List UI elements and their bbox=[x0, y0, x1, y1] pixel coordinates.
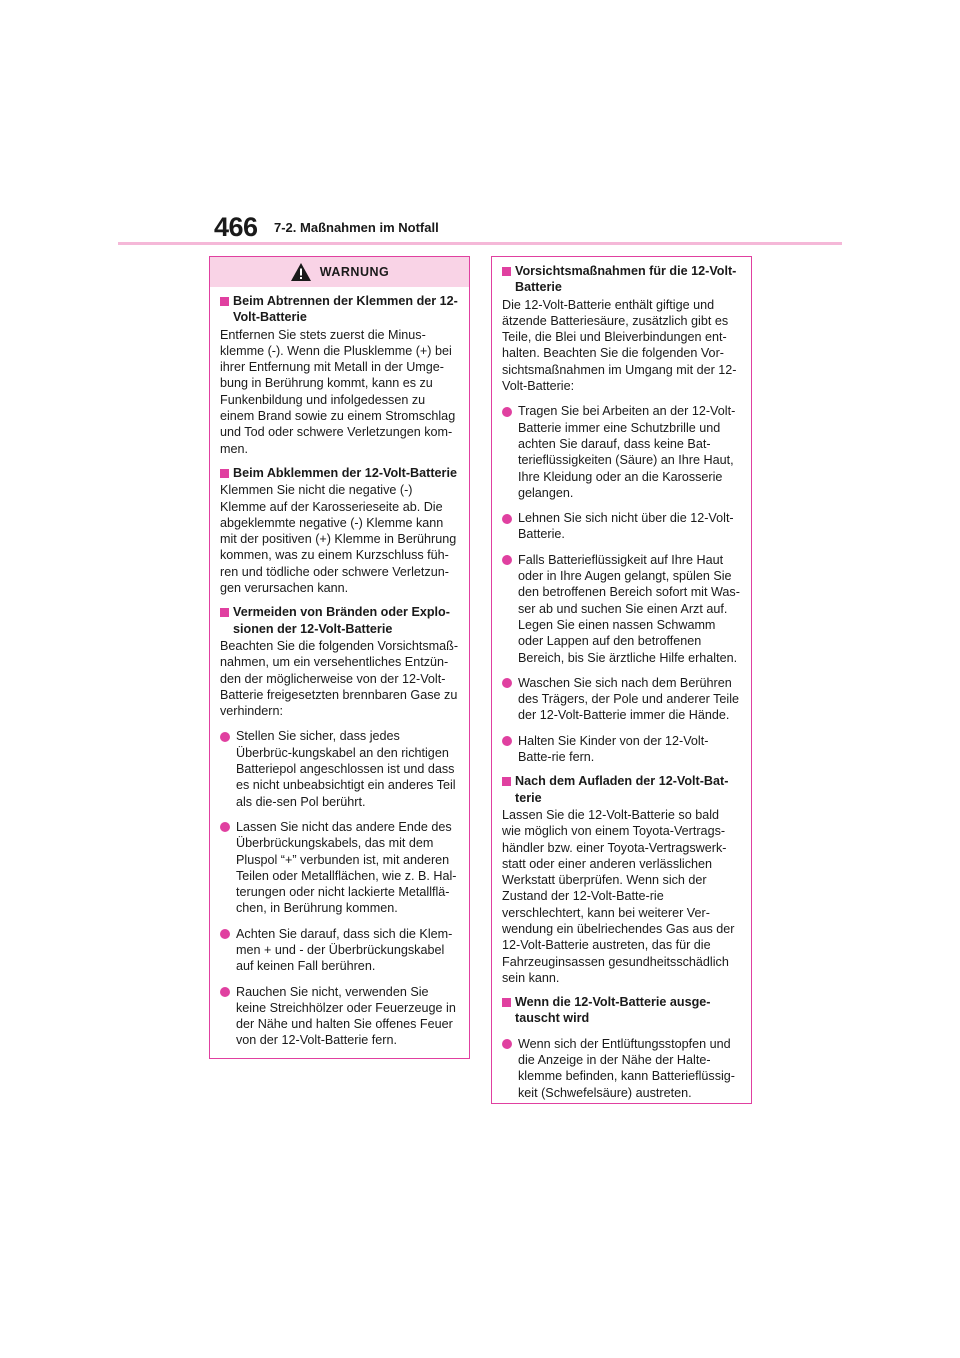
square-bullet-icon bbox=[220, 608, 229, 617]
round-bullet-icon bbox=[220, 929, 230, 939]
round-bullet-icon bbox=[502, 1039, 512, 1049]
page-number: 466 bbox=[214, 212, 258, 242]
heading-text: Vorsichtsmaßnahmen für die 12-Volt-Batterie bbox=[515, 264, 737, 295]
heading-text: Wenn die 12-Volt-Batterie ausge-tauscht wird bbox=[515, 995, 711, 1026]
square-bullet-icon bbox=[220, 297, 229, 306]
square-bullet-icon bbox=[502, 267, 511, 276]
paragraph: Beachten Sie die folgenden Vorsichtsmaß-nahmen, um ein versehentliches Entzün-den der möglicherweise von der 12-Volt-Batterie freigesetzten brennbaren Gase zu verhindern: bbox=[220, 638, 459, 719]
heading-text: Beim Abtrennen der Klemmen der 12-Volt-Batterie bbox=[233, 294, 458, 325]
bullet-text: Lehnen Sie sich nicht über die 12-Volt-Batterie. bbox=[518, 511, 734, 542]
bullet-text: Stellen Sie sicher, dass jedes Überbrüc-kungskabel an den richtigen Batteriepol angeschlossen ist und dass es nicht unbeabsichtigt ein anderes Teil als die-sen Pol berührt. bbox=[236, 729, 456, 809]
section-heading bbox=[502, 263, 741, 296]
bullet-item bbox=[502, 552, 741, 666]
square-bullet-icon bbox=[502, 777, 511, 786]
bullet-text: Lassen Sie nicht das andere Ende des Überbrückungskabels, das mit dem Pluspol “+” verbunden ist, mit anderen Teilen oder Metallflächen, wie z. B. Hal-terungen oder nicht lackierte Metallflä-chen, in Berührung kommen. bbox=[236, 819, 457, 916]
square-bullet-icon bbox=[220, 469, 229, 478]
paragraph: Die 12-Volt-Batterie enthält giftige und ätzende Batteriesäure, zusätzlich gibt es Teile, die Blei und Bleiverbindungen ent-halten. Beachten Sie die folgenden Vor-sichtsmaßnahmen im Umgang mit der 12-Volt-Batterie: bbox=[502, 297, 737, 394]
bullet-item bbox=[502, 733, 741, 766]
bullet-text: Halten Sie Kinder von der 12-Volt-Batte-rie fern. bbox=[518, 733, 709, 765]
caution-box bbox=[491, 256, 752, 1104]
bullet-text: Rauchen Sie nicht, verwenden Sie keine Streichhölzer oder Feuerzeuge in der Nähe und halten Sie offenes Feuer von der 12-Volt-Batterie fern. bbox=[236, 984, 456, 1048]
section-heading bbox=[220, 604, 459, 637]
round-bullet-icon bbox=[220, 987, 230, 997]
warning-title: WARNUNG bbox=[319, 264, 390, 279]
square-bullet-icon bbox=[502, 998, 511, 1007]
warning-box bbox=[209, 256, 470, 1059]
warning-exclamation-bar bbox=[300, 269, 302, 276]
header-rule bbox=[118, 242, 842, 245]
bullet-text: Tragen Sie bei Arbeiten an der 12-Volt-Batterie immer eine Schutzbrille und achten Sie darauf, dass keine Bat-terieflüssigkeiten (Säure) an Ihre Haut, Ihre Kleidung oder an die Karosserie gelangen. bbox=[518, 404, 736, 500]
round-bullet-icon bbox=[502, 736, 512, 746]
section-heading bbox=[220, 465, 459, 481]
bullet-item bbox=[220, 728, 459, 809]
round-bullet-icon bbox=[220, 822, 230, 832]
bullet-item bbox=[220, 819, 459, 917]
section-heading bbox=[220, 293, 459, 326]
bullet-item bbox=[502, 1036, 741, 1101]
paragraph: Entfernen Sie stets zuerst die Minus-klemme (-). Wenn die Plusklemme (+) bei ihrer Entfernung mit Metall in der Umge-bung in Berührung kommt, kann es zu Funkenbildung und infolgedessen zu einem Brand sowie zu einem Stromschlag und Tod oder schwere Verletzungen kom-men. bbox=[220, 327, 456, 456]
round-bullet-icon bbox=[502, 555, 512, 565]
heading-text: Beim Abklemmen der 12-Volt-Batterie bbox=[233, 465, 457, 480]
warning-exclamation-dot bbox=[300, 277, 302, 279]
section-heading bbox=[502, 994, 741, 1027]
bullet-text: Waschen Sie sich nach dem Berühren des Trägers, der Pole und anderer Teile der 12-Volt-Batterie immer die Hände. bbox=[518, 675, 739, 723]
bullet-text: Falls Batterieflüssigkeit auf Ihre Haut oder in Ihre Augen gelangt, spülen Sie den betroffenen Bereich sofort mit Was-ser ab und suchen Sie einen Arzt auf. Legen Sie einen nassen Schwamm oder Lappen auf den betroffenen Bereich, bis Sie ärztliche Hilfe erhalten. bbox=[518, 552, 740, 665]
heading-text: Nach dem Aufladen der 12-Volt-Bat-terie bbox=[515, 774, 729, 805]
warning-content bbox=[220, 287, 459, 1049]
bullet-text: Achten Sie darauf, dass sich die Klem-men + und - der Überbrückungskabel auf keinen Fall berühren. bbox=[236, 926, 453, 974]
paragraph: Klemmen Sie nicht die negative (-) Klemme auf der Karosserieseite ab. Die abgeklemmte negative (-) Klemme kann mit der positiven (+) Klemme in Berührung kommen, was zu einem Kurzschluss füh-ren und tödliche oder schwere Verletzun-gen verursachen kann. bbox=[220, 483, 457, 596]
warning-title-bar bbox=[210, 257, 469, 287]
round-bullet-icon bbox=[502, 514, 512, 524]
bullet-item bbox=[502, 403, 741, 501]
bullet-item bbox=[220, 926, 459, 975]
bullet-item bbox=[502, 510, 741, 543]
section-heading bbox=[502, 773, 741, 806]
paragraph: Lassen Sie die 12-Volt-Batterie so bald wie möglich von einem Toyota-Vertrags-händler bzw. einer Toyota-Vertragswerk-statt oder einer anderen verlässlichen Werkstatt überprüfen. Wenn sich der Zustand der 12-Volt-Batte-rie verschlechtert, kann bei weiterer Ver-wendung ein übelriechendes Gas aus der 12-Volt-Batterie austreten, das für die Fahrzeuginsassen gesundheitsschädlich sein kann. bbox=[502, 807, 735, 985]
round-bullet-icon bbox=[220, 732, 230, 742]
bullet-item bbox=[220, 984, 459, 1049]
round-bullet-icon bbox=[502, 407, 512, 417]
bullet-text: Wenn sich der Entlüftungsstopfen und die Anzeige in der Nähe der Halte-klemme befinden, kann Batterieflüssig-keit (Schwefelsäure) austreten. bbox=[518, 1036, 736, 1100]
heading-text: Vermeiden von Bränden oder Explo-sionen der 12-Volt-Batterie bbox=[233, 605, 450, 636]
bullet-item bbox=[502, 675, 741, 724]
section-title: 7-2. Maßnahmen im Notfall bbox=[274, 220, 439, 235]
warning-triangle-icon bbox=[290, 262, 312, 282]
round-bullet-icon bbox=[502, 678, 512, 688]
